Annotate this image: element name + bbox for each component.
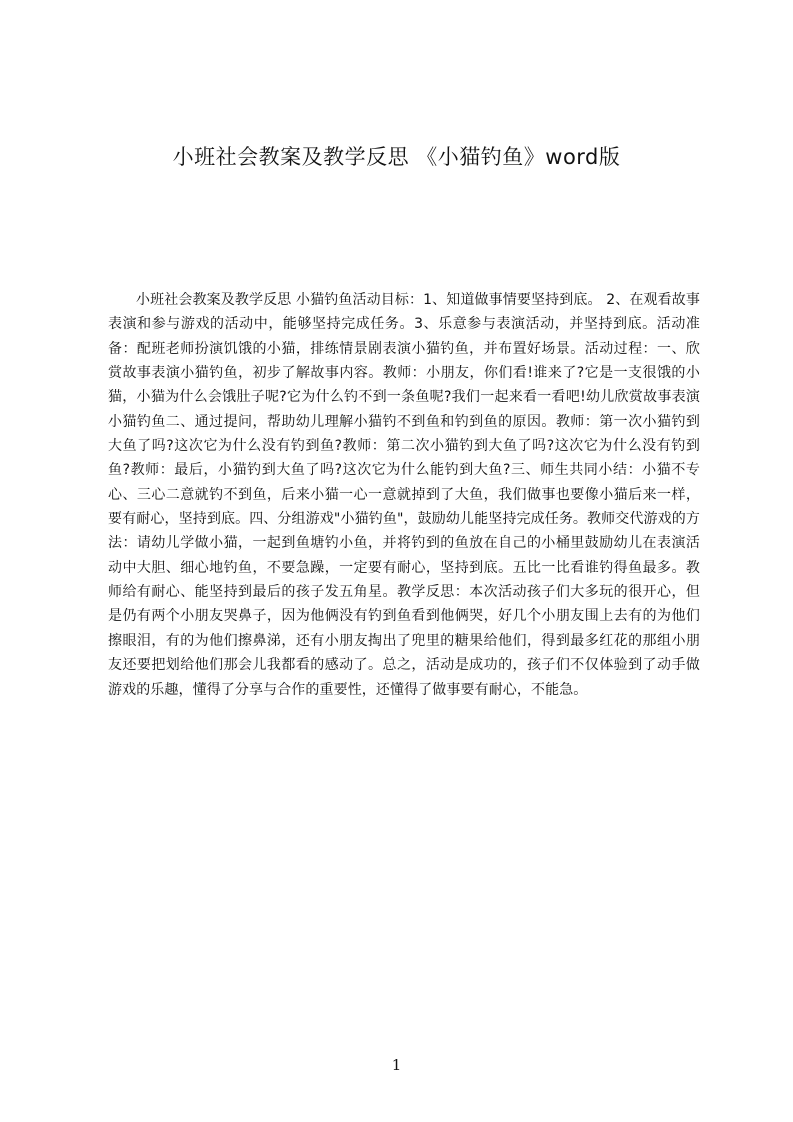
page-number: 1: [391, 1056, 402, 1074]
document-body-paragraph: 小班社会教案及教学反思 小猫钓鱼活动目标：1、知道做事情要坚持到底。 2、在观看故事表演和参与游戏的活动中，能够坚持完成任务。3、乐意参与表演活动，并坚持到底。活动准备：配班老师扮演饥饿的小猫，排练情景剧表演小猫钓鱼，并布置好场景。活动过程：一、欣赏故事表演小猫钓鱼，初步了解故事内容。教师：小朋友，你们看!谁来了?它是一支很饿的小猫，小猫为什么会饿肚子呢?它为什么钓不到一条鱼呢?我们一起来看一看吧!幼儿欣赏故事表演小猫钓鱼二、通过提问，帮助幼儿理解小猫钓不到鱼和钓到鱼的原因。教师：第一次小猫钓到大鱼了吗?这次它为什么没有钓到鱼?教师：第二次小猫钓到大鱼了吗?这次它为什么没有钓到鱼?教师：最后，小猫钓到大鱼了吗?这次它为什么能钓到大鱼?三、师生共同小结：小猫不专心、三心二意就钓不到鱼，后来小猫一心一意就掉到了大鱼，我们做事也要像小猫后来一样，要有耐心，坚持到底。四、分组游戏"小猫钓鱼"，鼓励幼儿能坚持完成任务。教师交代游戏的方法：请幼儿学做小猫，一起到鱼塘钓小鱼，并将钓到的鱼放在自己的小桶里鼓励幼儿在表演活动中大胆、细心地钓鱼，不要急躁，一定要有耐心，坚持到底。五比一比看谁钓得鱼最多。教师给有耐心、能坚持到最后的孩子发五角星。教学反思：本次活动孩子们大多玩的很开心，但是仍有两个小朋友哭鼻子，因为他俩没有钓到鱼看到他俩哭，好几个小朋友围上去有的为他们擦眼泪，有的为他们擦鼻涕，还有小朋友掏出了兜里的糖果给他们，得到最多红花的那组小朋友还要把划给他们那会儿我都看的感动了。总之，活动是成功的，孩子们不仅体验到了动手做游戏的乐趣，懂得了分享与合作的重要性，还懂得了做事要有耐心，不能急。: [108, 292, 700, 698]
document-title: 小班社会教案及教学反思 《小猫钓鱼》word版: [172, 145, 621, 169]
